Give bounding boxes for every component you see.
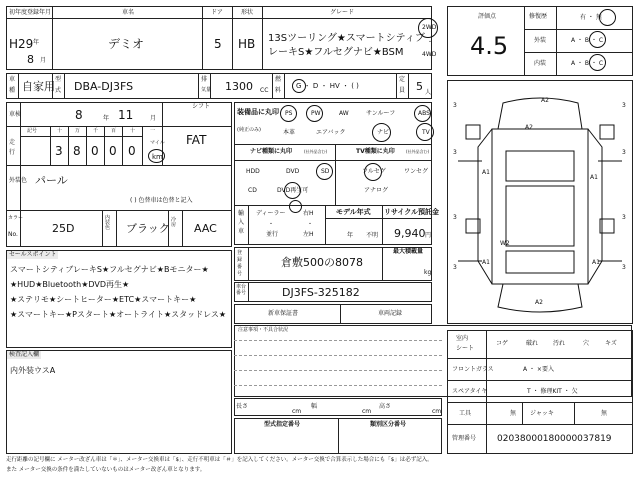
management-number: 02038000180000037819	[497, 434, 612, 444]
shaken-year: 8	[75, 108, 83, 122]
first-reg-year: H29	[9, 37, 34, 51]
exterior-color: パール	[35, 174, 68, 187]
first-reg-month: 8	[27, 53, 34, 66]
sales-line: スマートシティブレーキS★フルセグナビ★Bモニター★	[10, 265, 209, 274]
equip-leather: 本革	[283, 129, 296, 136]
grade-line-1: 13Sツーリング★スマートシティブ	[268, 33, 425, 44]
navi-title: ナビ種類に丸印	[250, 148, 293, 155]
ac-type: AAC	[194, 222, 217, 235]
jack-value: 無	[601, 410, 608, 417]
recycle-amount: 9,940	[394, 227, 426, 240]
eval-score: 4.5	[470, 32, 509, 60]
shaken-label: 車検	[9, 111, 22, 118]
drive-2wd: 2WD	[422, 24, 437, 31]
notes-label: 注意事項・不具合状況	[238, 327, 289, 333]
certificate-row	[234, 304, 432, 324]
import-right: 右H	[303, 210, 314, 217]
first-reg-label: 初年度登録年月	[9, 9, 52, 16]
recycle-title: リサイクル預託金	[384, 208, 440, 216]
shape-label: 形状	[241, 9, 254, 16]
displacement: 1300	[225, 80, 253, 93]
fuel-options: G ・ D ・ HV ・ ( )	[296, 82, 359, 90]
doors-label: ドア	[211, 9, 223, 16]
mileage-digit: 3	[55, 144, 63, 158]
color-code: 25D	[52, 222, 75, 235]
exterior-label: 外装色	[9, 177, 28, 184]
eval-label: 評価点	[478, 13, 497, 20]
km-label: km	[152, 153, 163, 161]
damage-label: A1	[482, 259, 490, 266]
seats: 5	[416, 80, 423, 93]
sales-points-label: セールスポイント	[9, 251, 57, 258]
repair-options: 有 ・ 無	[580, 14, 602, 21]
spare-options: T ・ 修理KIT ・ 欠	[527, 388, 578, 395]
damage-label: A1	[590, 174, 598, 181]
navi-dvd-play: DVD再生可	[277, 187, 309, 194]
car-outline-diagram	[448, 81, 632, 323]
drive-2wd-circle	[418, 18, 438, 38]
shaken-month: 11	[118, 108, 134, 122]
equip-pw: PW	[311, 110, 321, 117]
footer-line-1: 走行距離の記号欄に メーター改ざん車は「＊」、メーター交換車は「$」、走行不明車は「＃」を記入してください。メーター交換で合算表示した場合にも「$」は必ず記入。	[6, 457, 433, 463]
car-name-label: 車名	[122, 9, 135, 16]
equip-sunroof: サンルーフ	[366, 110, 396, 117]
import-dealer: ディーラー	[256, 210, 286, 217]
chassis-number: DJ3FS-325182	[282, 286, 360, 299]
mileage-digit: 0	[128, 144, 136, 158]
navi-sd: SD	[321, 168, 330, 175]
sales-line: ★スマートキー★Pスタート★オートライト★スタッドレス★	[10, 310, 227, 319]
interior-color: ブラック	[126, 222, 170, 235]
mileage-digit: 8	[73, 144, 81, 158]
navi-hdd: HDD	[246, 168, 260, 175]
damage-label: A2	[541, 97, 549, 104]
car-name: デミオ	[108, 37, 145, 51]
equip-tv: TV	[422, 129, 430, 136]
equip-abs: ABS	[418, 110, 430, 117]
shape-value: HB	[238, 37, 256, 51]
color-change-note: ( ) 色替車は色替と記入	[130, 197, 193, 204]
km-circle	[148, 149, 165, 163]
damage-label: W2	[500, 240, 510, 247]
tv-fullseg: フルセグ	[362, 168, 386, 175]
damage-label: A2	[535, 299, 543, 306]
glass-options: A ・ ×要入	[523, 366, 554, 373]
damage-label: A1	[592, 259, 600, 266]
navi-dvd: DVD	[286, 168, 300, 175]
equipment-title: 装備品に丸印	[237, 108, 279, 116]
inspector-note: 内外装ウスA	[10, 366, 56, 375]
sales-line: ★HUD★Bluetooth★DVD再生★	[10, 280, 130, 289]
shift-value: FAT	[186, 133, 207, 147]
footer-line-2: また メーター交換の条件を満たしていないものはメーター改ざん車となります。	[6, 467, 206, 473]
drive-4wd: 4WD	[422, 51, 437, 58]
tv-oneseg: ワンセグ	[404, 168, 429, 175]
model-code: DBA-DJ3FS	[74, 80, 134, 93]
model-year-title: モデル年式	[336, 208, 371, 216]
doors-value: 5	[214, 37, 222, 51]
dims-row	[234, 398, 442, 416]
mileage-digit: 0	[91, 144, 99, 158]
grade-line-2: レーキS★フルセグナビ★BSM	[268, 47, 404, 58]
usage-type: 自家用	[22, 80, 55, 93]
equip-airbag: エアバック	[316, 129, 346, 136]
interior-grade: A ・ B ・ C	[571, 60, 604, 67]
import-left: 左H	[303, 231, 314, 238]
equip-navi: ナビ	[377, 129, 390, 136]
vehicle-spec-row	[6, 73, 432, 99]
import-parallel: 並行	[266, 231, 279, 238]
sales-line: ★ステリモ★シートヒーター★ETC★スマートキー★	[10, 295, 197, 304]
damage-label: A2	[525, 124, 533, 131]
tv-title: TV種類に丸印	[356, 148, 395, 155]
equip-ps: PS	[285, 110, 293, 117]
navi-cd: CD	[248, 187, 257, 194]
mileage-digit: 0	[109, 144, 117, 158]
grade-label: グレード	[330, 9, 355, 16]
equip-aw: AW	[339, 110, 349, 117]
damage-label: A1	[482, 169, 490, 176]
inspector-label: 検査記入欄	[9, 351, 40, 358]
tv-analog: アナログ	[364, 187, 389, 194]
fuel-g-circle	[292, 79, 306, 93]
exterior-grade: A ・ B ・ C	[571, 37, 604, 44]
tools-value: 無	[510, 410, 517, 417]
plate-number: 倉敷500の8078	[281, 256, 363, 269]
